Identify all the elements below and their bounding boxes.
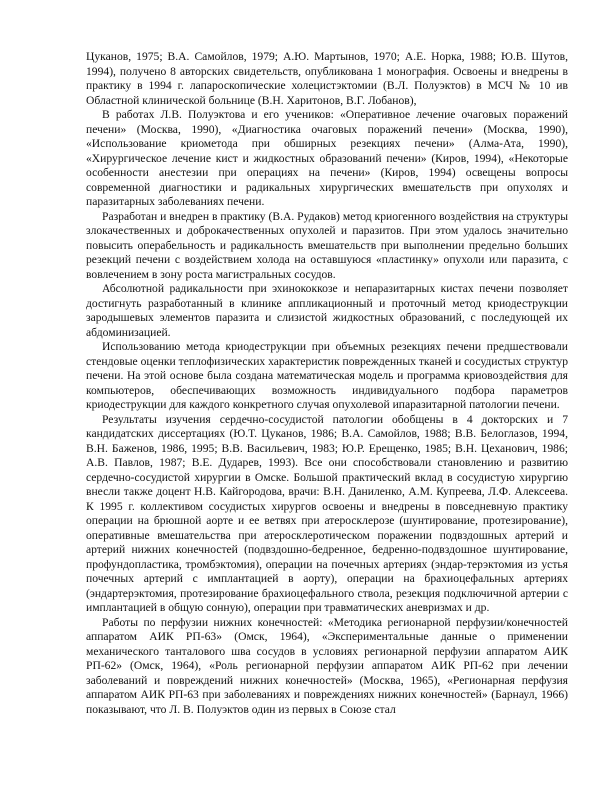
paragraph-cryodestruction-model: Использованию метода криодеструкции при объемных резекциях печени предшествовали стендовые оценки теплофизических характеристик поврежденных тканей и сосудистых структур печени. На этой основе была создана математическая модель и программа криовоздействия для компьютеров, обеспечивающих возможность индивидуального подбора параметров криодеструкции для каждого конкретного случая опухолевой ипаразитарной патологии печени.: [86, 340, 568, 411]
paragraph-echinococcosis: Абсолютной радикальности при эхинококкозе и непаразитарных кистах печени позволяет достигнуть разработанный в клинике аппликационный и проточный метод криодеструкции зародышевых элементов паразита и слизистой жидкостных образований, с последующей их абдоминизацией.: [86, 282, 568, 339]
paragraph-perfusion: Работы по перфузии нижних конечностей: «Методика регионарной перфузии/конечностей аппаратом АИК РП-63» (Омск, 1964), «Экспериментальные данные о применении механического танталового шва сосудов в условиях регионарной перфузии аппаратом АИК РП-62» (Омск, 1964), «Роль регионарной перфузии аппаратом АИК РП-62 при лечении заболеваний и повреждений нижних конечностей» (Москва, 1965), «Регионарная перфузия аппаратом АИК РП-63 при заболеваниях и повреждениях нижних конечностей» (Барнаул, 1966) показывают, что Л. В. Полуэктов один из первых в Союзе стал: [86, 615, 568, 716]
document-page: [86, 50, 568, 717]
paragraph-liver-works: В работах Л.В. Полуэктова и его учеников: «Оперативное лечение очаговых поражений печени» (Москва, 1990), «Диагностика очаговых поражений печени» (Москва, 1990), «Использование криометода при обширных резекциях печени» (Алма-Ата, 1990), «Хирургическое лечение кист и жидкостных образований печени» (Киров, 1994), «Некоторые особенности анестезии при операциях на печени» (Киров, 1994) освещены вопросы современной диагностики и радикальных хирургических вмешательств при опухолях и паразитарных заболеваниях печени.: [86, 108, 568, 208]
paragraph-cardiovascular: Результаты изучения сердечно-сосудистой патологии обобщены в 4 докторских и 7 кандидатских диссертациях (Ю.Т. Цуканов, 1986; В.А. Самойлов, 1988; В.В. Белоглазов, 1994, В.Н. Баженов, 1986, 1995; В.В. Васильевич, 1983; Ю.Р. Ерещенко, 1985; В.Н. Цеханович, 1986; А.В. Павлов, 1987; В.Е. Дударев, 1993). Все они способствовали становлению и развитию сердечно-сосудистой хирургии в Омске. Большой практический вклад в сосудистую хирургию внесли также доцент Н.В. Кайгородова, врачи: В.Н. Даниленко, А.М. Купреева, Л.Ф. Алексеева. К 1995 г. коллективом сосудистых хирургов освоены и внедрены в повседневную практику операции на брюшной аорте и ее ветвях при атеросклерозе (шунтирование, протезирование), оперативные вмешательства при атеросклеротическом поражении подвздошных артерий и артерий нижних конечностей (подвздошно-бедренное, бедренно-подвздошное шунтирование, профундопластика, тромбэктомия), операции на почечных артериях (эндар-терэктомия из устья почечных артерий с имплантацией в аорту), операции на брахиоцефальных артериях (эндартерэктомия, протезирование брахиоцефального ствола, резекция подключичной артерии с имплантацией в общую сонную), операции при травматических аневризмах и др.: [86, 412, 568, 614]
paragraph-continuation: Цуканов, 1975; В.А. Самойлов, 1979; А.Ю. Мартынов, 1970; А.Е. Норка, 1988; Ю.В. Шутов, 1994), получено 8 авторских свидетельств, опубликована 1 монография. Освоены и внедрены в практику в 1994 г. лапароскопические холецистэктомии (В.Л. Полуэктов) в МСЧ № 10 ив Областной клинической больнице (В.Н. Харитонов, В.Г. Лобанов),: [86, 50, 568, 107]
paragraph-cryogenic-method: Разработан и внедрен в практику (В.А. Рудаков) метод криогенного воздействия на структуры злокачественных и доброкачественных опухолей и паразитов. При этом удалось значительно повысить операбельность и радикальность вмешательств при выполнении предельно больших резекций печени с воздействием холода на оставшуюся «пластинку» опухоли или паразита, с вовлечением в зону роста магистральных сосудов.: [86, 209, 568, 281]
